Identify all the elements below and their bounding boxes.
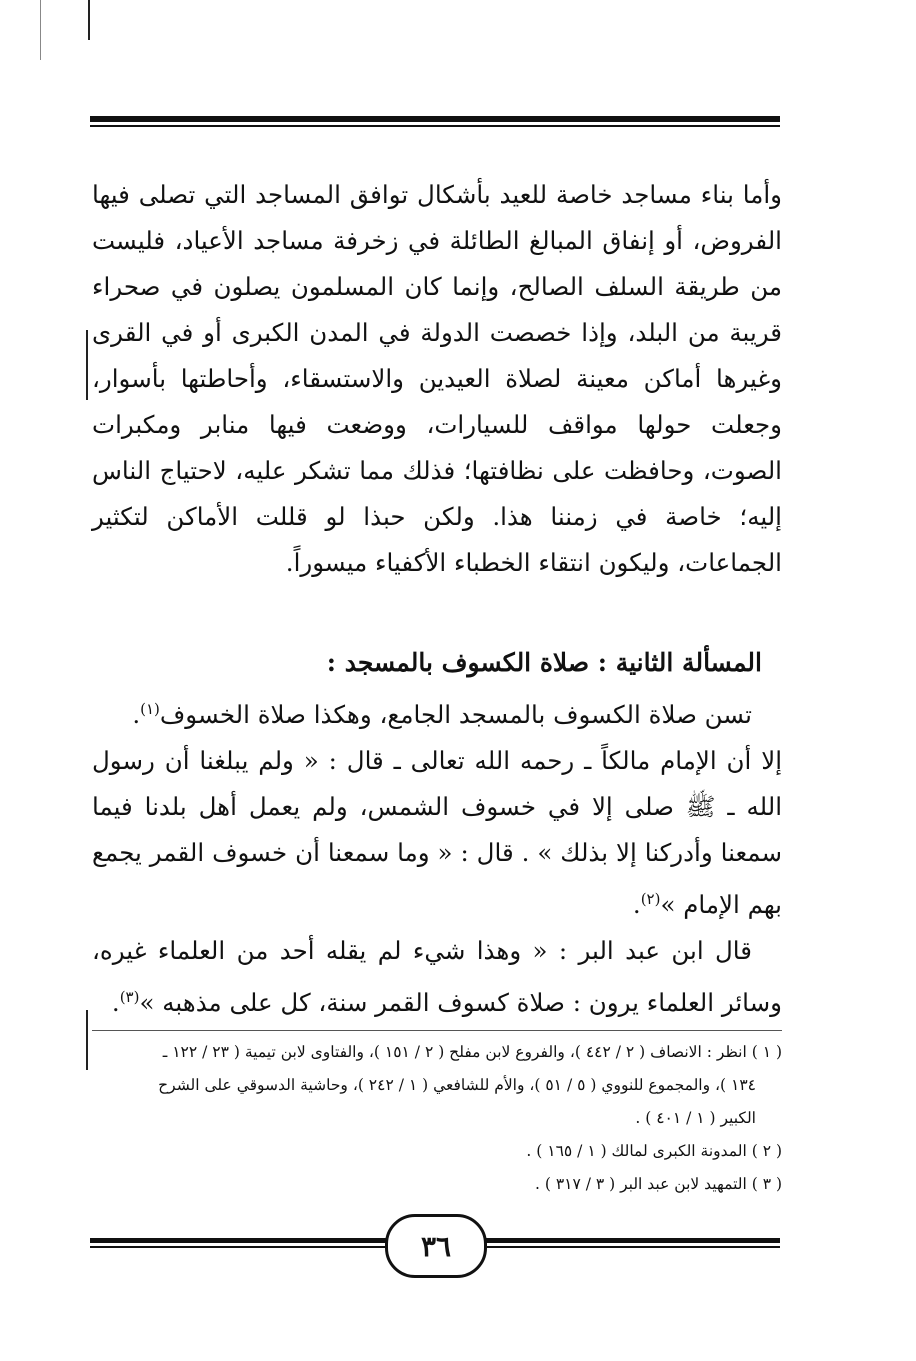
footnotes — [92, 1036, 782, 1201]
footnote-2: ( ٢ ) المدونة الكبرى لمالك ( ١ / ١٦٥ ) . — [526, 1142, 782, 1160]
page-number: ٣٦ — [385, 1214, 487, 1278]
section-text — [92, 686, 782, 1026]
footnote-3: ( ٣ ) التمهيد لابن عبد البر ( ٣ / ٣١٧ ) . — [534, 1175, 782, 1193]
section-paragraph-2: إلا أن الإمام مالكاً ـ رحمه الله تعالى ـ قال : « ولم يبلغنا أن رسول الله ـ ﷺ صلى إلا في خسوف الشمس، ولم يعمل أهل بلدنا فيما سمعنا وأدركنا إلا بذلك » . قال : « وما سمعنا أن خسوف القمر يجمع بهم الإمام »$^{(٢)}$. — [92, 746, 782, 920]
section-paragraph-1: تسن صلاة الكسوف بالمسجد الجامع، وهكذا صلاة الخسوف$^{(١)}$. — [132, 700, 752, 730]
footnote-ref-3[interactable]: (٣) — [119, 988, 140, 1007]
footnote-separator — [92, 1030, 782, 1031]
footnote-1-line-1: ( ١ ) انظر : الانصاف ( ٢ / ٤٤٢ )، والفروع لابن مفلح ( ٢ / ١٥١ )، والفتاوى لابن تيمية ( ٢٣ / ١٢٢ ـ — [162, 1043, 782, 1061]
scan-artifact — [86, 330, 88, 400]
body-paragraph: وأما بناء مساجد خاصة للعيد بأشكال توافق المساجد التي تصلى فيها الفروض، أو إنفاق المبالغ الطائلة في زخرفة مساجد الأعياد، فليست من طريقة السلف الصالح، وإنما كان المسلمون يصلون في صحراء قريبة من البلد، وإذا خصصت الدولة في المدن الكبرى أو في القرى وغيرها أماكن معينة لصلاة العيدين والاستسقاء، وأحاطتها بأسوار، وجعلت حولها مواقف للسيارات، ووضعت فيها منابر ومكبرات الصوت، وحافظت على نظافتها؛ فذلك مما تشكر عليه، لاحتياج الناس إليه؛ خاصة في زمننا هذا. ولكن حبذا لو قللت الأماكن لتكثير الجماعات، وليكون انتقاء الخطباء الأكفياء ميسوراً. — [92, 180, 782, 577]
footnote-1-line-2: ١٣٤ )، والمجموع للنووي ( ٥ / ٥١ )، والأم للشافعي ( ١ / ٢٤٢ )، وحاشية الدسوقي على الشرح — [158, 1076, 756, 1094]
footnote-1-line-3: الكبير ( ١ / ٤٠١ ) . — [635, 1109, 756, 1127]
header-rule — [90, 116, 780, 128]
scan-artifact — [40, 0, 41, 60]
scan-artifact — [86, 1010, 88, 1070]
section-paragraph-3: قال ابن عبد البر : « وهذا شيء لم يقله أحد من العلماء غيره، وسائر العلماء يرون : صلاة كسوف القمر سنة، كل على مذهبه »$^{(٣)}$. — [92, 936, 782, 1018]
footnote-ref-2[interactable]: (٢) — [640, 890, 661, 909]
footnote-ref-1[interactable]: (١) — [140, 700, 160, 718]
main-text — [92, 172, 782, 586]
scan-artifact — [88, 0, 90, 40]
section-heading: المسألة الثانية : صلاة الكسوف بالمسجد : — [326, 648, 762, 677]
